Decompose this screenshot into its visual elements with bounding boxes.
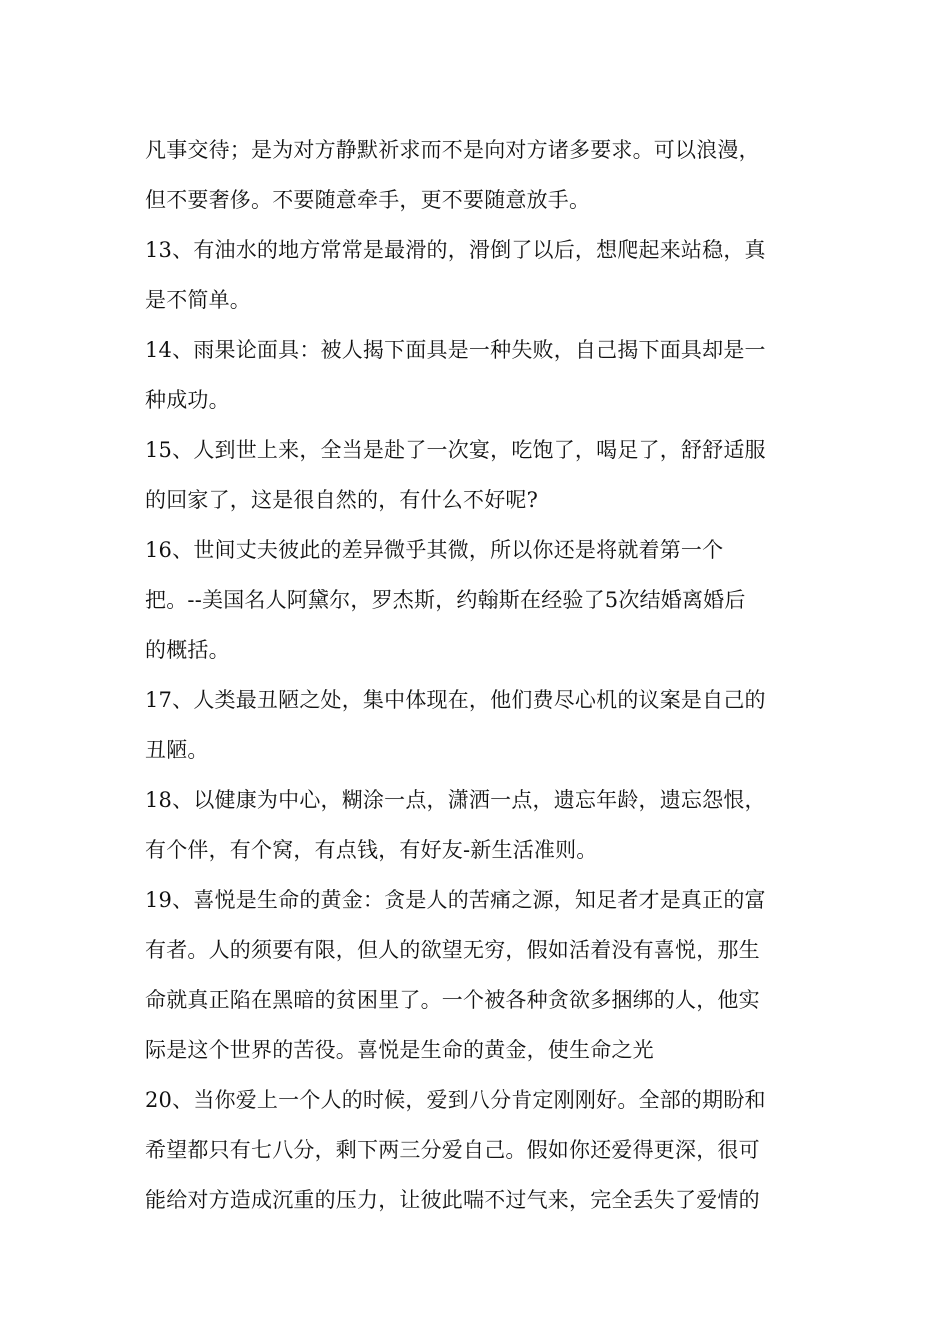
text-line: 际是这个世界的苦役。喜悦是生命的黄金，使生命之光 — [145, 1038, 654, 1062]
text-line: 命就真正陷在黑暗的贫困里了。一个被各种贪欲多捆绑的人，他实 — [145, 988, 760, 1012]
text-line: 17、人类最丑陋之处，集中体现在，他们费尽心机的议案是自己的 — [145, 688, 766, 712]
text-line: 15、人到世上来，全当是赴了一次宴，吃饱了，喝足了，舒舒适服 — [145, 438, 766, 462]
text-line: 种成功。 — [145, 388, 230, 412]
text-line: 19、喜悦是生命的黄金：贪是人的苦痛之源，知足者才是真正的富 — [145, 888, 766, 912]
text-line: 把。--美国名人阿黛尔，罗杰斯，约翰斯在经验了5次结婚离婚后 — [145, 588, 746, 612]
text-line: 能给对方造成沉重的压力，让彼此喘不过气来，完全丢失了爱情的 — [145, 1188, 760, 1212]
text-line: 希望都只有七八分，剩下两三分爱自己。假如你还爱得更深，很可 — [145, 1138, 760, 1162]
text-line: 有者。人的须要有限，但人的欲望无穷，假如活着没有喜悦，那生 — [145, 938, 760, 962]
text-line: 凡事交待；是为对方静默祈求而不是向对方诸多要求。可以浪漫， — [145, 138, 760, 162]
text-line: 14、雨果论面具：被人揭下面具是一种失败，自己揭下面具却是一 — [145, 338, 766, 362]
text-line: 16、世间丈夫彼此的差异微乎其微，所以你还是将就着第一个 — [145, 538, 724, 562]
text-line: 有个伴，有个窝，有点钱，有好友-新生活准则。 — [145, 838, 598, 862]
text-line: 的回家了，这是很自然的，有什么不好呢? — [145, 488, 539, 512]
text-line: 但不要奢侈。不要随意牵手，更不要随意放手。 — [145, 188, 591, 212]
text-line: 18、以健康为中心，糊涂一点，潇洒一点，遗忘年龄，遗忘怨恨， — [145, 788, 766, 812]
text-line: 13、有油水的地方常常是最滑的，滑倒了以后，想爬起来站稳，真 — [145, 238, 766, 262]
text-line: 丑陋。 — [145, 738, 209, 762]
text-line: 的概括。 — [145, 638, 230, 662]
text-line: 是不简单。 — [145, 288, 251, 312]
text-line: 20、当你爱上一个人的时候，爱到八分肯定刚刚好。全部的期盼和 — [145, 1088, 766, 1112]
